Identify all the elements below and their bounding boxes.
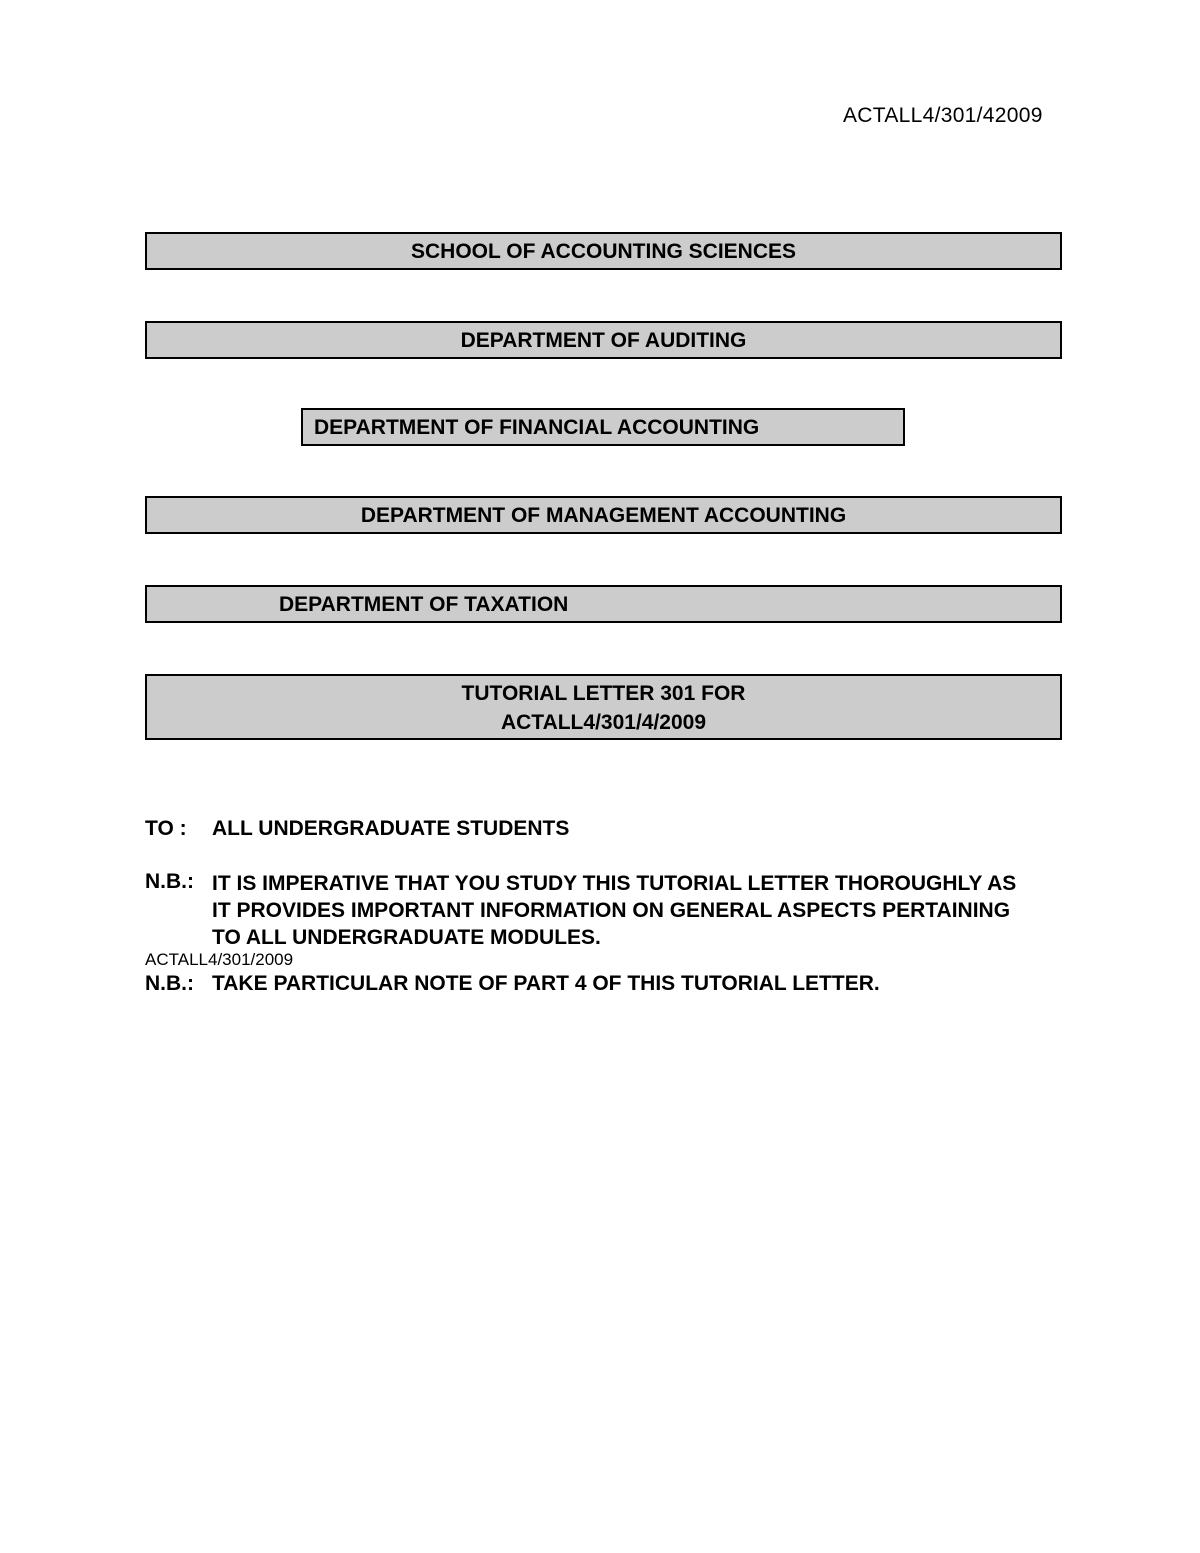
to-recipients: ALL UNDERGRADUATE STUDENTS [212, 817, 570, 840]
nb-label: N.B.: [145, 972, 194, 995]
management-accounting-title: DEPARTMENT OF MANAGEMENT ACCOUNTING [360, 504, 847, 527]
management-accounting-banner [145, 496, 1062, 534]
nb-part4-text: TAKE PARTICULAR NOTE OF PART 4 OF THIS TUTORIAL LETTER. [212, 972, 880, 995]
taxation-title: DEPARTMENT OF TAXATION [279, 593, 569, 616]
financial-accounting-title: DEPARTMENT OF FINANCIAL ACCOUNTING [314, 416, 760, 439]
financial-accounting-banner [301, 408, 905, 446]
document-reference: ACTALL4/301/42009 [843, 104, 1043, 127]
school-title: SCHOOL OF ACCOUNTING SCIENCES [410, 240, 797, 263]
nb-label: N.B.: [145, 870, 194, 893]
tutorial-letter-title: TUTORIAL LETTER 301 FOR [461, 682, 746, 705]
tutorial-letter-code: ACTALL4/301/4/2009 [500, 711, 707, 734]
inline-reference: ACTALL4/301/2009 [145, 950, 294, 969]
school-banner [145, 232, 1062, 270]
nb-imperative-line: IT IS IMPERATIVE THAT YOU STUDY THIS TUTORIAL LETTER THOROUGHLY AS [212, 872, 1017, 895]
nb-imperative-text [212, 870, 1016, 951]
nb-imperative-line: IT PROVIDES IMPORTANT INFORMATION ON GENERAL ASPECTS PERTAINING [212, 899, 1011, 922]
taxation-banner [145, 585, 1062, 623]
to-label: TO : [145, 817, 187, 840]
auditing-title: DEPARTMENT OF AUDITING [460, 329, 747, 352]
tutorial-letter-banner [145, 674, 1062, 740]
nb-imperative-line: TO ALL UNDERGRADUATE MODULES. [212, 926, 601, 949]
auditing-banner [145, 321, 1062, 359]
